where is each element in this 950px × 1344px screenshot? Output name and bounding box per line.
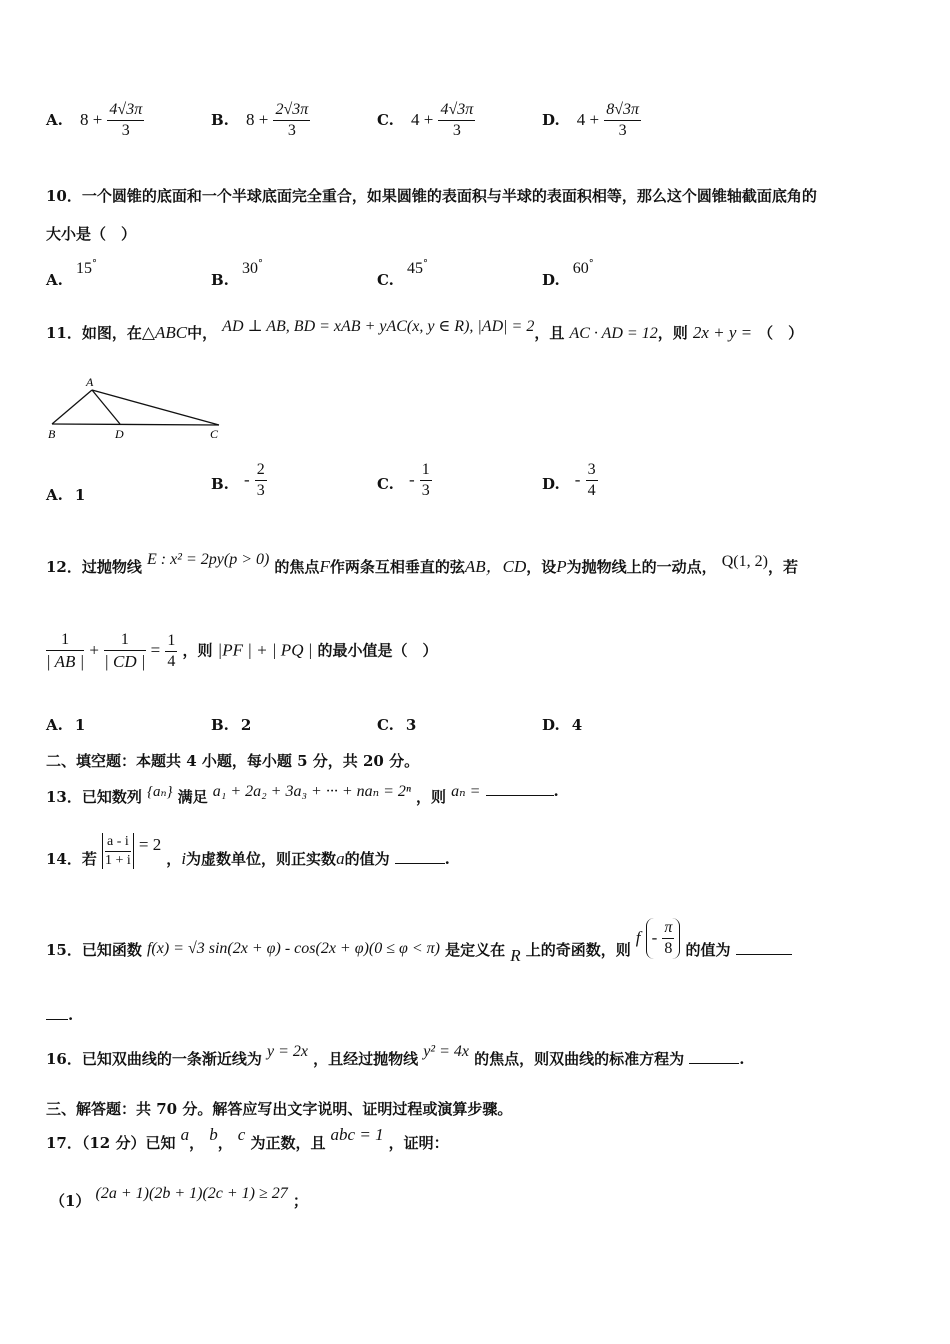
q11-option-b[interactable]: B. - $\frac{2}{3}$ <box>211 461 265 499</box>
q9-a-fraction: $\frac{4√3\pi}{3}$ <box>109 101 143 139</box>
q12-frac-quarter: $\frac{1}{4}$ <box>167 631 176 670</box>
q9-d-fraction: $\frac{8√3\pi}{3}$ <box>606 101 640 139</box>
q11-triangle-figure <box>44 374 234 446</box>
q14-abs-value: $\frac{a - i}{1 + i}$ <box>102 833 134 869</box>
q9-option-d[interactable]: D. 4 + $\frac{8√3\pi}{3}$ <box>542 101 640 139</box>
section-fill-in-heading: 二、填空题：本题共 4 小题，每小题 5 分，共 20 分。 <box>46 752 420 770</box>
q9-option-c[interactable]: C. 4 + $\frac{4√3\pi}{3}$ <box>377 101 474 139</box>
q12-frac-ab: $\frac{1}{| AB |}$ <box>46 631 85 671</box>
q12-option-c[interactable]: C. 3 <box>377 716 417 734</box>
q9-c-fraction: $\frac{4√3\pi}{3}$ <box>440 101 474 139</box>
q16-answer-blank[interactable] <box>689 1063 739 1064</box>
q15-answer-blank-cont[interactable] <box>46 1019 68 1020</box>
q10-option-a[interactable]: A. 15° <box>46 258 97 289</box>
q15-answer-blank[interactable] <box>736 954 792 955</box>
q13-stem: 13．已知数列 {aₙ} 满足 a₁ + 2a₂ + 3a₃ + ··· + naₙ = 2ⁿ ，则 aₙ = . <box>46 782 559 806</box>
q10-option-b[interactable]: B. 30° <box>211 258 263 289</box>
q11-c-fraction: $\frac{1}{3}$ <box>421 461 430 499</box>
figure-label-d: D <box>115 427 124 441</box>
q12-frac-cd: $\frac{1}{| CD |}$ <box>104 631 146 671</box>
q14-answer-blank[interactable] <box>395 863 445 864</box>
q10-line2: 大小是（ ） <box>46 225 137 243</box>
figure-label-a: A <box>86 375 94 389</box>
q10-option-d[interactable]: D. 60° <box>542 258 594 289</box>
q12-stem: 12．过抛物线 E : x² = 2py(p > 0) 的焦点F作两条互相垂直的弦AB，CD，设P为抛物线上的一动点， Q(1, 2)，若 <box>46 551 798 576</box>
q11-option-c[interactable]: C. - $\frac{1}{3}$ <box>377 461 430 499</box>
q14-stem: 14．若 $\frac{a - i}{1 + i}$ = 2 ，i为虚数单位，则正实数a的值为 . <box>46 834 450 868</box>
q10-option-c[interactable]: C. 45° <box>377 258 428 289</box>
q15-stem: 15．已知函数 f(x) = √3 sin(2x + φ) - cos(2x + φ)(0 ≤ φ < π) 是定义在 R 上的奇函数，则 f - $\frac{\pi}{8}$ 的值为 <box>46 918 792 959</box>
figure-label-b: B <box>48 427 56 441</box>
q11-option-d[interactable]: D. - $\frac{3}{4}$ <box>542 461 596 499</box>
q13-answer-blank[interactable] <box>486 795 554 796</box>
q11-stem: 11．如图，在△ABC中， AD ⊥ AB, BD = xAB + yAC(x, y ∈ R), |AD| = 2，且 AC · AD = 12，则 2x + y = （ ） <box>46 318 804 342</box>
q9-b-fraction: $\frac{2√3\pi}{3}$ <box>275 101 309 139</box>
q12-option-d[interactable]: D. 4 <box>542 716 583 734</box>
figure-label-c: C <box>210 427 219 441</box>
q16-stem: 16．已知双曲线的一条渐近线为 y = 2x ，且经过抛物线 y² = 4x 的焦点，则双曲线的标准方程为 . <box>46 1043 745 1068</box>
q12-option-a[interactable]: A. 1 <box>46 716 86 734</box>
section-solve-heading: 三、解答题：共 70 分。解答应写出文字说明、证明过程或演算步骤。 <box>46 1100 513 1118</box>
q11-b-fraction: $\frac{2}{3}$ <box>256 461 265 499</box>
q11-d-fraction: $\frac{3}{4}$ <box>587 461 596 499</box>
q12-condition: $\frac{1}{| AB |}$ + $\frac{1}{| CD |}$ = $\frac{1}{4}$ ，则 |PF | + | PQ | 的最小值是（ ） <box>46 631 438 671</box>
q9-option-b[interactable]: B. 8 + $\frac{2√3\pi}{3}$ <box>211 101 309 139</box>
q17-stem: 17．（12 分）已知 a， b， c 为正数，且 abc = 1 ，证明： <box>46 1125 449 1152</box>
q17-part1: （1） (2a + 1)(2b + 1)(2c + 1) ≥ 27 ； <box>50 1185 308 1210</box>
q9-option-a[interactable]: A. 8 + $\frac{4√3\pi}{3}$ <box>46 101 143 139</box>
q10-line1: 10．一个圆锥的底面和一个半球底面完全重合，如果圆锥的表面积与半球的表面积相等，那么这个圆锥轴截面底角的 <box>46 187 817 205</box>
q15-argument: - $\frac{\pi}{8}$ <box>646 918 681 959</box>
q11-option-a[interactable]: A. 1 <box>46 486 86 504</box>
q12-option-b[interactable]: B. 2 <box>211 716 252 734</box>
q15-blank-continued: . <box>46 1005 73 1024</box>
